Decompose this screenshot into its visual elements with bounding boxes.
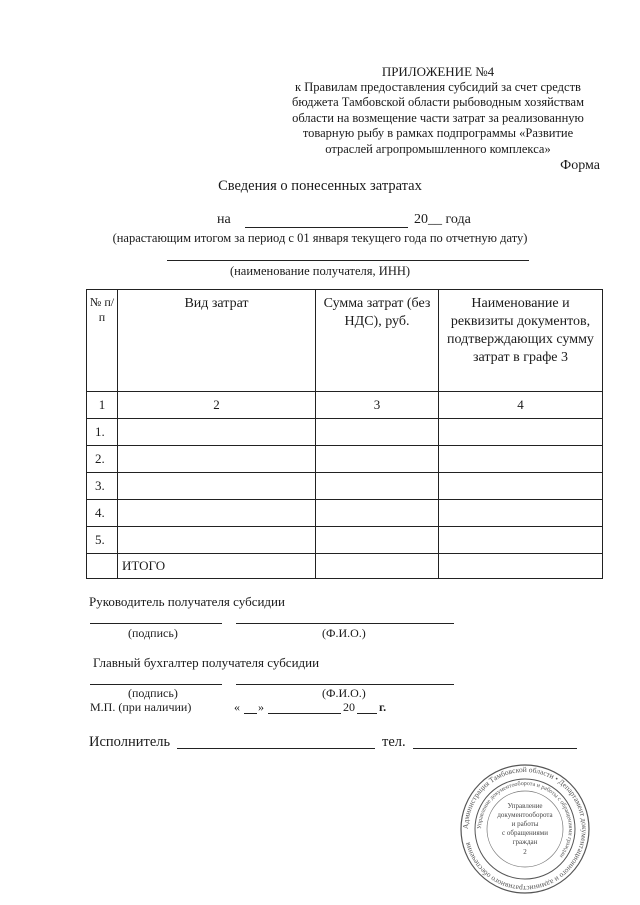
cost-type-cell[interactable]: [118, 527, 316, 554]
documents-cell[interactable]: [439, 419, 603, 446]
date-suffix: г.: [379, 700, 387, 714]
executor-label: Исполнитель: [89, 734, 171, 750]
accountant-name-caption: (Ф.И.О.): [322, 686, 366, 700]
date-year-label: 20: [343, 700, 355, 714]
head-name-field[interactable]: [236, 623, 454, 624]
date-month-field[interactable]: [268, 713, 341, 714]
accountant-label: Главный бухгалтер получателя субсидии: [93, 655, 320, 670]
total-row: [87, 554, 603, 579]
column-number: 3: [316, 392, 439, 419]
phone-label: тел.: [382, 734, 406, 750]
table-header-row: [87, 290, 603, 392]
total-sum-cell[interactable]: [316, 554, 439, 579]
period-date-field[interactable]: [245, 227, 408, 228]
row-number: 2.: [87, 446, 118, 473]
total-label: ИТОГО: [118, 554, 316, 579]
cost-type-cell[interactable]: [118, 473, 316, 500]
cost-sum-cell[interactable]: [316, 473, 439, 500]
stamp-outer-text: Администрация Тамбовской области • Департамент документационного и административного обеспечения: [460, 764, 590, 894]
header-number: № п/п: [87, 290, 118, 392]
costs-table: [86, 289, 603, 579]
header-documents: Наименование и реквизиты документов, подтверждающих сумму затрат в графе 3: [439, 290, 603, 392]
documents-cell[interactable]: [439, 473, 603, 500]
head-signature-field[interactable]: [90, 623, 222, 624]
period-prefix: на: [217, 212, 231, 227]
row-number: 4.: [87, 500, 118, 527]
header-cost-type: Вид затрат: [118, 290, 316, 392]
total-documents-cell[interactable]: [439, 554, 603, 579]
recipient-note: (наименование получателя, ИНН): [229, 264, 411, 278]
date-open-quote: «: [234, 700, 240, 714]
cost-sum-cell[interactable]: [316, 527, 439, 554]
appendix-block: [268, 64, 608, 157]
stamp-center-line: Управление: [507, 802, 543, 810]
table-row: [87, 473, 603, 500]
table-row: [87, 446, 603, 473]
row-number: 5.: [87, 527, 118, 554]
accountant-signature-caption: (подпись): [128, 686, 178, 700]
stamp-center-line: документооборота: [497, 811, 553, 819]
appendix-line: отраслей агропромышленного комплекса»: [325, 141, 551, 156]
column-number: 1: [87, 392, 118, 419]
date-day-field[interactable]: [244, 713, 257, 714]
row-number: 1.: [87, 419, 118, 446]
cost-type-cell[interactable]: [118, 500, 316, 527]
appendix-line: к Правилам предоставления субсидий за счет средств: [295, 79, 581, 94]
accountant-name-field[interactable]: [236, 684, 454, 685]
seal-label: М.П. (при наличии): [90, 700, 192, 714]
documents-cell[interactable]: [439, 527, 603, 554]
head-label: Руководитель получателя субсидии: [89, 594, 285, 609]
appendix-line: товарную рыбу в рамках подпрограммы «Развитие: [302, 126, 574, 140]
total-number-cell: [87, 554, 118, 579]
column-number: 4: [439, 392, 603, 419]
appendix-line: бюджета Тамбовской области рыбоводным хозяйствам: [292, 95, 584, 109]
cost-type-cell[interactable]: [118, 446, 316, 473]
period-year: 20__ года: [414, 212, 471, 227]
appendix-title: ПРИЛОЖЕНИЕ №4: [381, 64, 495, 79]
stamp-center-line: с обращениями: [502, 829, 548, 837]
cost-sum-cell[interactable]: [316, 500, 439, 527]
table-row: [87, 419, 603, 446]
executor-field[interactable]: [177, 748, 375, 749]
stamp-center-line: 2: [523, 848, 527, 856]
recipient-field[interactable]: [167, 260, 529, 261]
period-note: (нарастающим итогом за период с 01 января текущего года по отчетную дату): [112, 231, 528, 245]
appendix-line: области на возмещение части затрат за реализованную: [292, 110, 584, 125]
head-signature-caption: (подпись): [128, 626, 178, 640]
head-name-caption: (Ф.И.О.): [322, 626, 366, 640]
documents-cell[interactable]: [439, 446, 603, 473]
date-year-field[interactable]: [357, 713, 377, 714]
date-close-quote: »: [258, 700, 264, 714]
stamp-center-line: граждан: [512, 838, 538, 846]
form-label: Форма: [560, 158, 600, 173]
document-title: Сведения о понесенных затратах: [218, 178, 422, 194]
cost-sum-cell[interactable]: [316, 446, 439, 473]
accountant-signature-field[interactable]: [90, 684, 222, 685]
phone-field[interactable]: [413, 748, 577, 749]
cost-sum-cell[interactable]: [316, 419, 439, 446]
stamp-inner-text: Управление документооборота и работы с обращениями граждан: [476, 780, 574, 859]
column-number: 2: [118, 392, 316, 419]
registration-stamp: [455, 764, 595, 894]
cost-type-cell[interactable]: [118, 419, 316, 446]
header-cost-sum: Сумма затрат (без НДС), руб.: [316, 290, 439, 392]
column-numbers-row: [87, 392, 603, 419]
stamp-center-line: и работы: [511, 820, 539, 828]
table-row: [87, 500, 603, 527]
documents-cell[interactable]: [439, 500, 603, 527]
row-number: 3.: [87, 473, 118, 500]
table-row: [87, 527, 603, 554]
